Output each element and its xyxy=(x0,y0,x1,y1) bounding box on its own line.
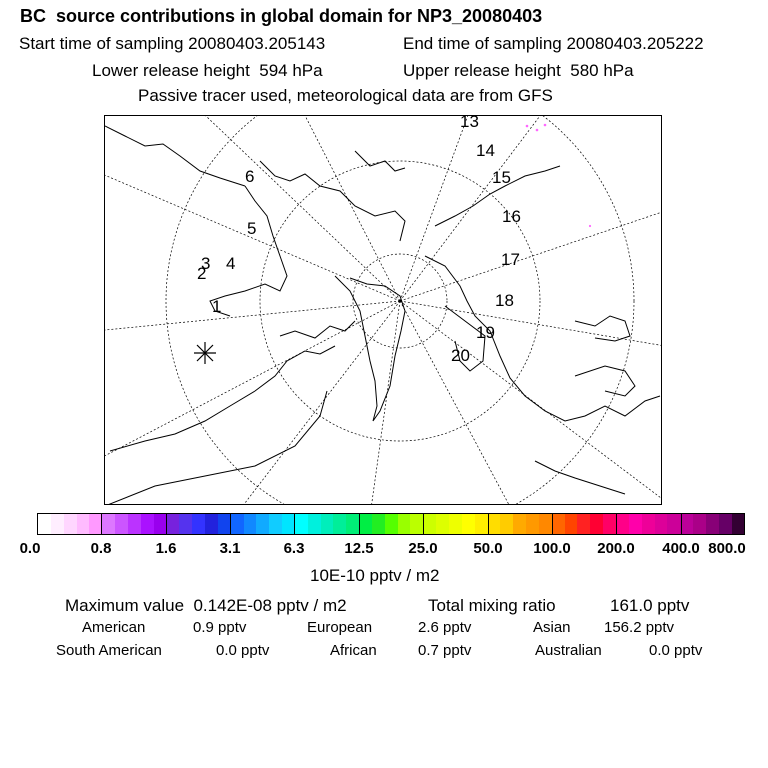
total-mixing-ratio-value: 161.0 pptv xyxy=(610,596,690,615)
point-label: 19 xyxy=(476,323,495,342)
color-swatch xyxy=(719,514,732,534)
color-scale-tick xyxy=(359,513,360,535)
color-swatch xyxy=(732,514,745,534)
meridian-line xyxy=(295,116,400,301)
color-swatch xyxy=(449,514,462,534)
lower-release-height: Lower release height 594 hPa xyxy=(92,61,323,80)
color-swatch xyxy=(603,514,616,534)
meridian-line xyxy=(235,301,400,505)
color-swatch xyxy=(565,514,578,534)
coastlines xyxy=(105,126,660,505)
color-scale-label: 800.0 xyxy=(708,540,746,557)
color-scale-tick xyxy=(552,513,553,535)
color-scale-tick xyxy=(230,513,231,535)
color-scale-label: 3.1 xyxy=(219,540,241,557)
color-swatch xyxy=(513,514,526,534)
color-swatch xyxy=(179,514,192,534)
coastline-path xyxy=(105,391,327,505)
color-scale-label: 50.0 xyxy=(473,540,503,557)
source-value: 2.6 pptv xyxy=(418,619,472,636)
map-title: BC source contributions in global domain for NP3_20080403 xyxy=(20,6,543,26)
coastline-path xyxy=(575,366,635,396)
color-scale-tick xyxy=(423,513,424,535)
point-label: 2 xyxy=(197,264,207,283)
coastline-path xyxy=(260,161,405,241)
release-site-icon xyxy=(194,342,216,364)
color-swatch xyxy=(295,514,308,534)
color-swatch xyxy=(385,514,398,534)
source-value: 0.9 pptv xyxy=(193,619,247,636)
color-swatch xyxy=(616,514,629,534)
tracer-note: Passive tracer used, meteorological data are from GFS xyxy=(138,86,553,105)
color-scale-tick xyxy=(681,513,682,535)
color-swatch xyxy=(154,514,167,534)
maximum-value: Maximum value 0.142E-08 pptv / m2 xyxy=(65,596,347,615)
end-time: End time of sampling 20080403.205222 xyxy=(403,34,704,53)
coastline-path xyxy=(210,186,287,316)
color-scale-label: 200.0 xyxy=(597,540,635,557)
color-scale-label: 25.0 xyxy=(408,540,438,557)
color-swatch xyxy=(192,514,205,534)
color-swatch xyxy=(115,514,128,534)
point-label: 13 xyxy=(460,115,479,131)
color-scale-tick xyxy=(294,513,295,535)
start-time: Start time of sampling 20080403.205143 xyxy=(19,34,326,53)
source-name: Australian xyxy=(535,642,602,659)
color-swatch xyxy=(410,514,423,534)
color-swatch xyxy=(308,514,321,534)
color-swatch xyxy=(372,514,385,534)
point-label: 5 xyxy=(247,219,257,238)
color-scale-label: 400.0 xyxy=(662,540,700,557)
color-scale-label: 12.5 xyxy=(344,540,374,557)
color-swatch xyxy=(64,514,77,534)
color-scale-label: 100.0 xyxy=(533,540,571,557)
color-swatch xyxy=(526,514,539,534)
color-swatch xyxy=(51,514,64,534)
units-label: 10E-10 pptv / m2 xyxy=(310,566,440,585)
source-name: European xyxy=(307,619,373,636)
color-swatch xyxy=(590,514,603,534)
color-swatch xyxy=(38,514,51,534)
map-panel xyxy=(104,115,662,505)
color-swatch xyxy=(667,514,680,534)
color-swatch xyxy=(539,514,552,534)
total-mixing-ratio-label: Total mixing ratio xyxy=(428,596,556,615)
color-swatch xyxy=(282,514,295,534)
color-swatch xyxy=(552,514,565,534)
coastline-path xyxy=(105,126,245,186)
coastline-path xyxy=(535,461,625,494)
meridian-line xyxy=(400,301,662,346)
point-label: 18 xyxy=(495,291,514,310)
color-swatch xyxy=(475,514,488,534)
color-swatch xyxy=(629,514,642,534)
color-swatch xyxy=(500,514,513,534)
point-label: 20 xyxy=(451,346,470,365)
source-value: 156.2 pptv xyxy=(604,619,675,636)
color-swatch xyxy=(218,514,231,534)
color-swatch xyxy=(359,514,372,534)
source-value: 0.0 pptv xyxy=(649,642,703,659)
color-scale-label: 0.8 xyxy=(90,540,112,557)
point-label: 4 xyxy=(226,254,236,273)
color-swatch xyxy=(346,514,359,534)
color-swatch xyxy=(693,514,706,534)
color-swatch xyxy=(231,514,244,534)
color-swatch xyxy=(706,514,719,534)
color-swatch xyxy=(244,514,257,534)
color-swatch xyxy=(462,514,475,534)
color-scale-label: 1.6 xyxy=(155,540,177,557)
point-label: 16 xyxy=(502,207,521,226)
color-swatch xyxy=(655,514,668,534)
color-scale-tick xyxy=(488,513,489,535)
color-scale-label: 6.3 xyxy=(283,540,305,557)
color-swatch xyxy=(205,514,218,534)
color-swatch xyxy=(398,514,411,534)
source-name: American xyxy=(82,619,146,636)
point-label: 15 xyxy=(492,168,511,187)
color-swatch xyxy=(102,514,115,534)
source-value: 0.7 pptv xyxy=(418,642,472,659)
point-label: 1 xyxy=(212,297,222,316)
color-swatch xyxy=(166,514,179,534)
color-swatch xyxy=(436,514,449,534)
color-swatch xyxy=(333,514,346,534)
point-label: 14 xyxy=(476,141,495,160)
coastline-path xyxy=(280,321,355,338)
map-canvas xyxy=(105,116,662,505)
point-label: 6 xyxy=(245,167,255,186)
color-scale-tick xyxy=(616,513,617,535)
meridian-line xyxy=(400,301,515,505)
source-value: 0.0 pptv xyxy=(216,642,270,659)
greenland-outline xyxy=(335,276,405,421)
source-name: African xyxy=(330,642,377,659)
color-swatch xyxy=(423,514,436,534)
color-swatch xyxy=(321,514,334,534)
point-label: 17 xyxy=(501,250,520,269)
meridian-line xyxy=(400,211,662,301)
color-swatch xyxy=(128,514,141,534)
source-name: Asian xyxy=(533,619,571,636)
highlight-points xyxy=(526,124,591,227)
source-name: South American xyxy=(56,642,162,659)
color-scale-tick xyxy=(101,513,102,535)
color-scale-label: 0.0 xyxy=(19,540,41,557)
meridian-line xyxy=(105,301,400,461)
color-swatch xyxy=(256,514,269,534)
coastline-path xyxy=(575,316,630,341)
color-swatch xyxy=(141,514,154,534)
color-swatch xyxy=(269,514,282,534)
point-label: 3 xyxy=(201,254,211,273)
color-swatch xyxy=(77,514,90,534)
color-scale-bar xyxy=(37,513,745,535)
color-swatch xyxy=(680,514,693,534)
upper-release-height: Upper release height 580 hPa xyxy=(403,61,634,80)
meridian-line xyxy=(370,301,400,505)
meridian-line xyxy=(185,116,400,301)
latitude-circle-60 xyxy=(166,116,634,505)
color-scale-tick xyxy=(166,513,167,535)
color-swatch xyxy=(488,514,501,534)
color-swatch xyxy=(642,514,655,534)
graticule xyxy=(105,116,662,505)
color-swatch xyxy=(577,514,590,534)
